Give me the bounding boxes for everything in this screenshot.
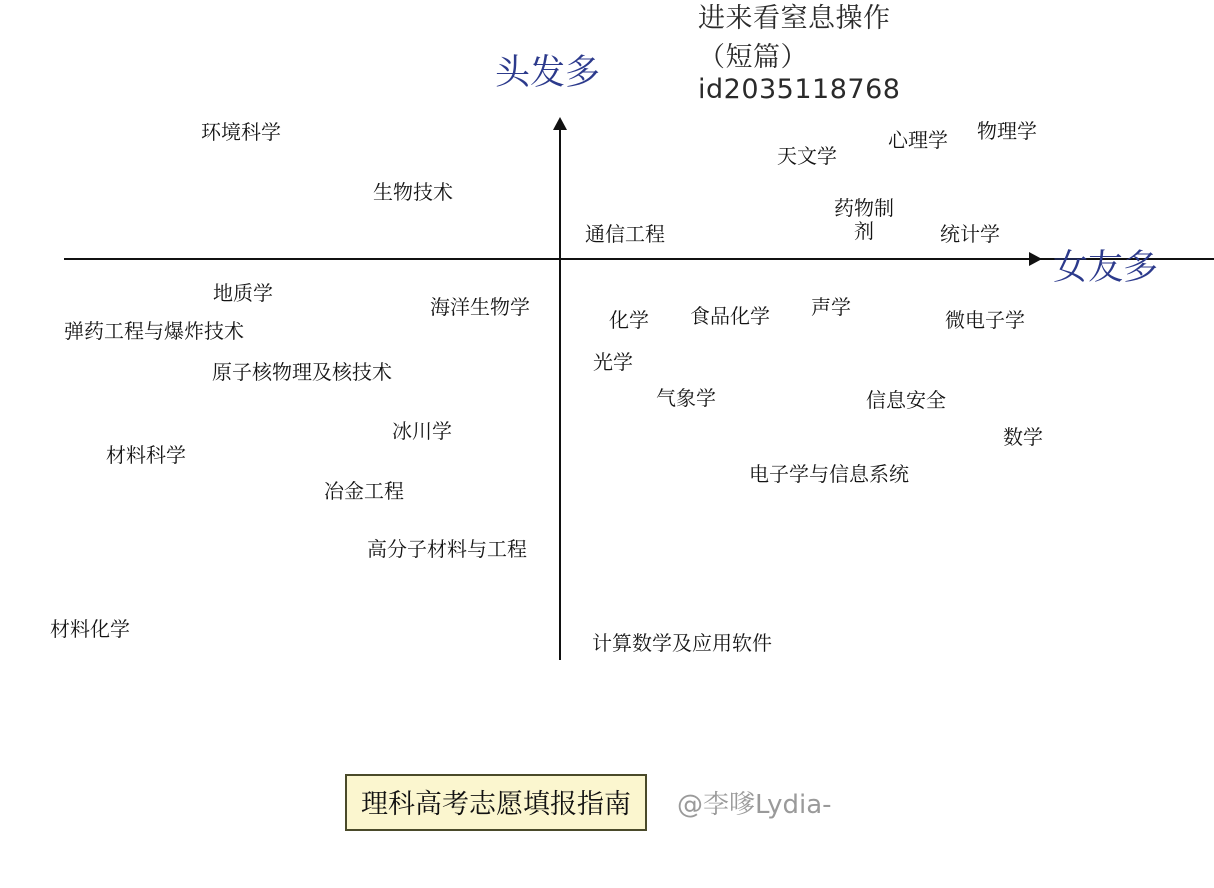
- data-point-label: 气象学: [656, 386, 716, 410]
- data-point-label: 微电子学: [945, 308, 1025, 332]
- y-axis-line: [559, 130, 561, 660]
- data-point-label: 光学: [593, 350, 633, 374]
- data-point-label: 药物制剂: [834, 196, 894, 243]
- data-point-label: 地质学: [213, 281, 273, 305]
- data-point-label: 信息安全: [866, 388, 946, 412]
- data-point-label: 统计学: [940, 222, 1000, 246]
- data-point-label: 电子学与信息系统: [749, 462, 909, 486]
- data-point-label: 数学: [1003, 425, 1043, 449]
- data-point-label: 冶金工程: [324, 479, 404, 503]
- y-axis-arrow-icon: [553, 117, 567, 130]
- data-point-label: 物理学: [977, 119, 1037, 143]
- author-handle: @李嗲Lydia-: [677, 790, 832, 820]
- data-point-label: 声学: [811, 295, 851, 319]
- watermark-line-3: id2035118768: [698, 74, 901, 105]
- data-point-label: 心理学: [888, 128, 948, 152]
- data-point-label: 计算数学及应用软件: [592, 631, 772, 655]
- watermark-line-2: （短篇）: [698, 42, 808, 73]
- data-point-label: 弹药工程与爆炸技术: [64, 319, 244, 343]
- data-point-label: 天文学: [777, 144, 837, 168]
- data-point-label: 材料化学: [50, 617, 130, 641]
- chart-title-box: 理科高考志愿填报指南: [345, 774, 647, 831]
- x-axis-arrow-icon: [1029, 252, 1042, 266]
- data-point-label: 化学: [609, 308, 649, 332]
- data-point-label: 冰川学: [392, 419, 452, 443]
- watermark-line-1: 进来看窒息操作: [698, 3, 891, 34]
- data-point-label: 生物技术: [373, 180, 453, 204]
- data-point-label: 环境科学: [201, 120, 281, 144]
- data-point-label: 食品化学: [690, 304, 770, 328]
- watermark-text: [698, 0, 900, 105]
- x-axis-label: 女友多: [1053, 248, 1159, 288]
- footer: [345, 774, 832, 831]
- data-point-label: 原子核物理及核技术: [212, 360, 392, 384]
- data-point-label: 材料科学: [106, 443, 186, 467]
- y-axis-label: 头发多: [495, 53, 601, 93]
- data-point-label: 海洋生物学: [430, 295, 530, 319]
- data-point-label: 高分子材料与工程: [367, 537, 527, 561]
- data-point-label: 通信工程: [585, 222, 665, 246]
